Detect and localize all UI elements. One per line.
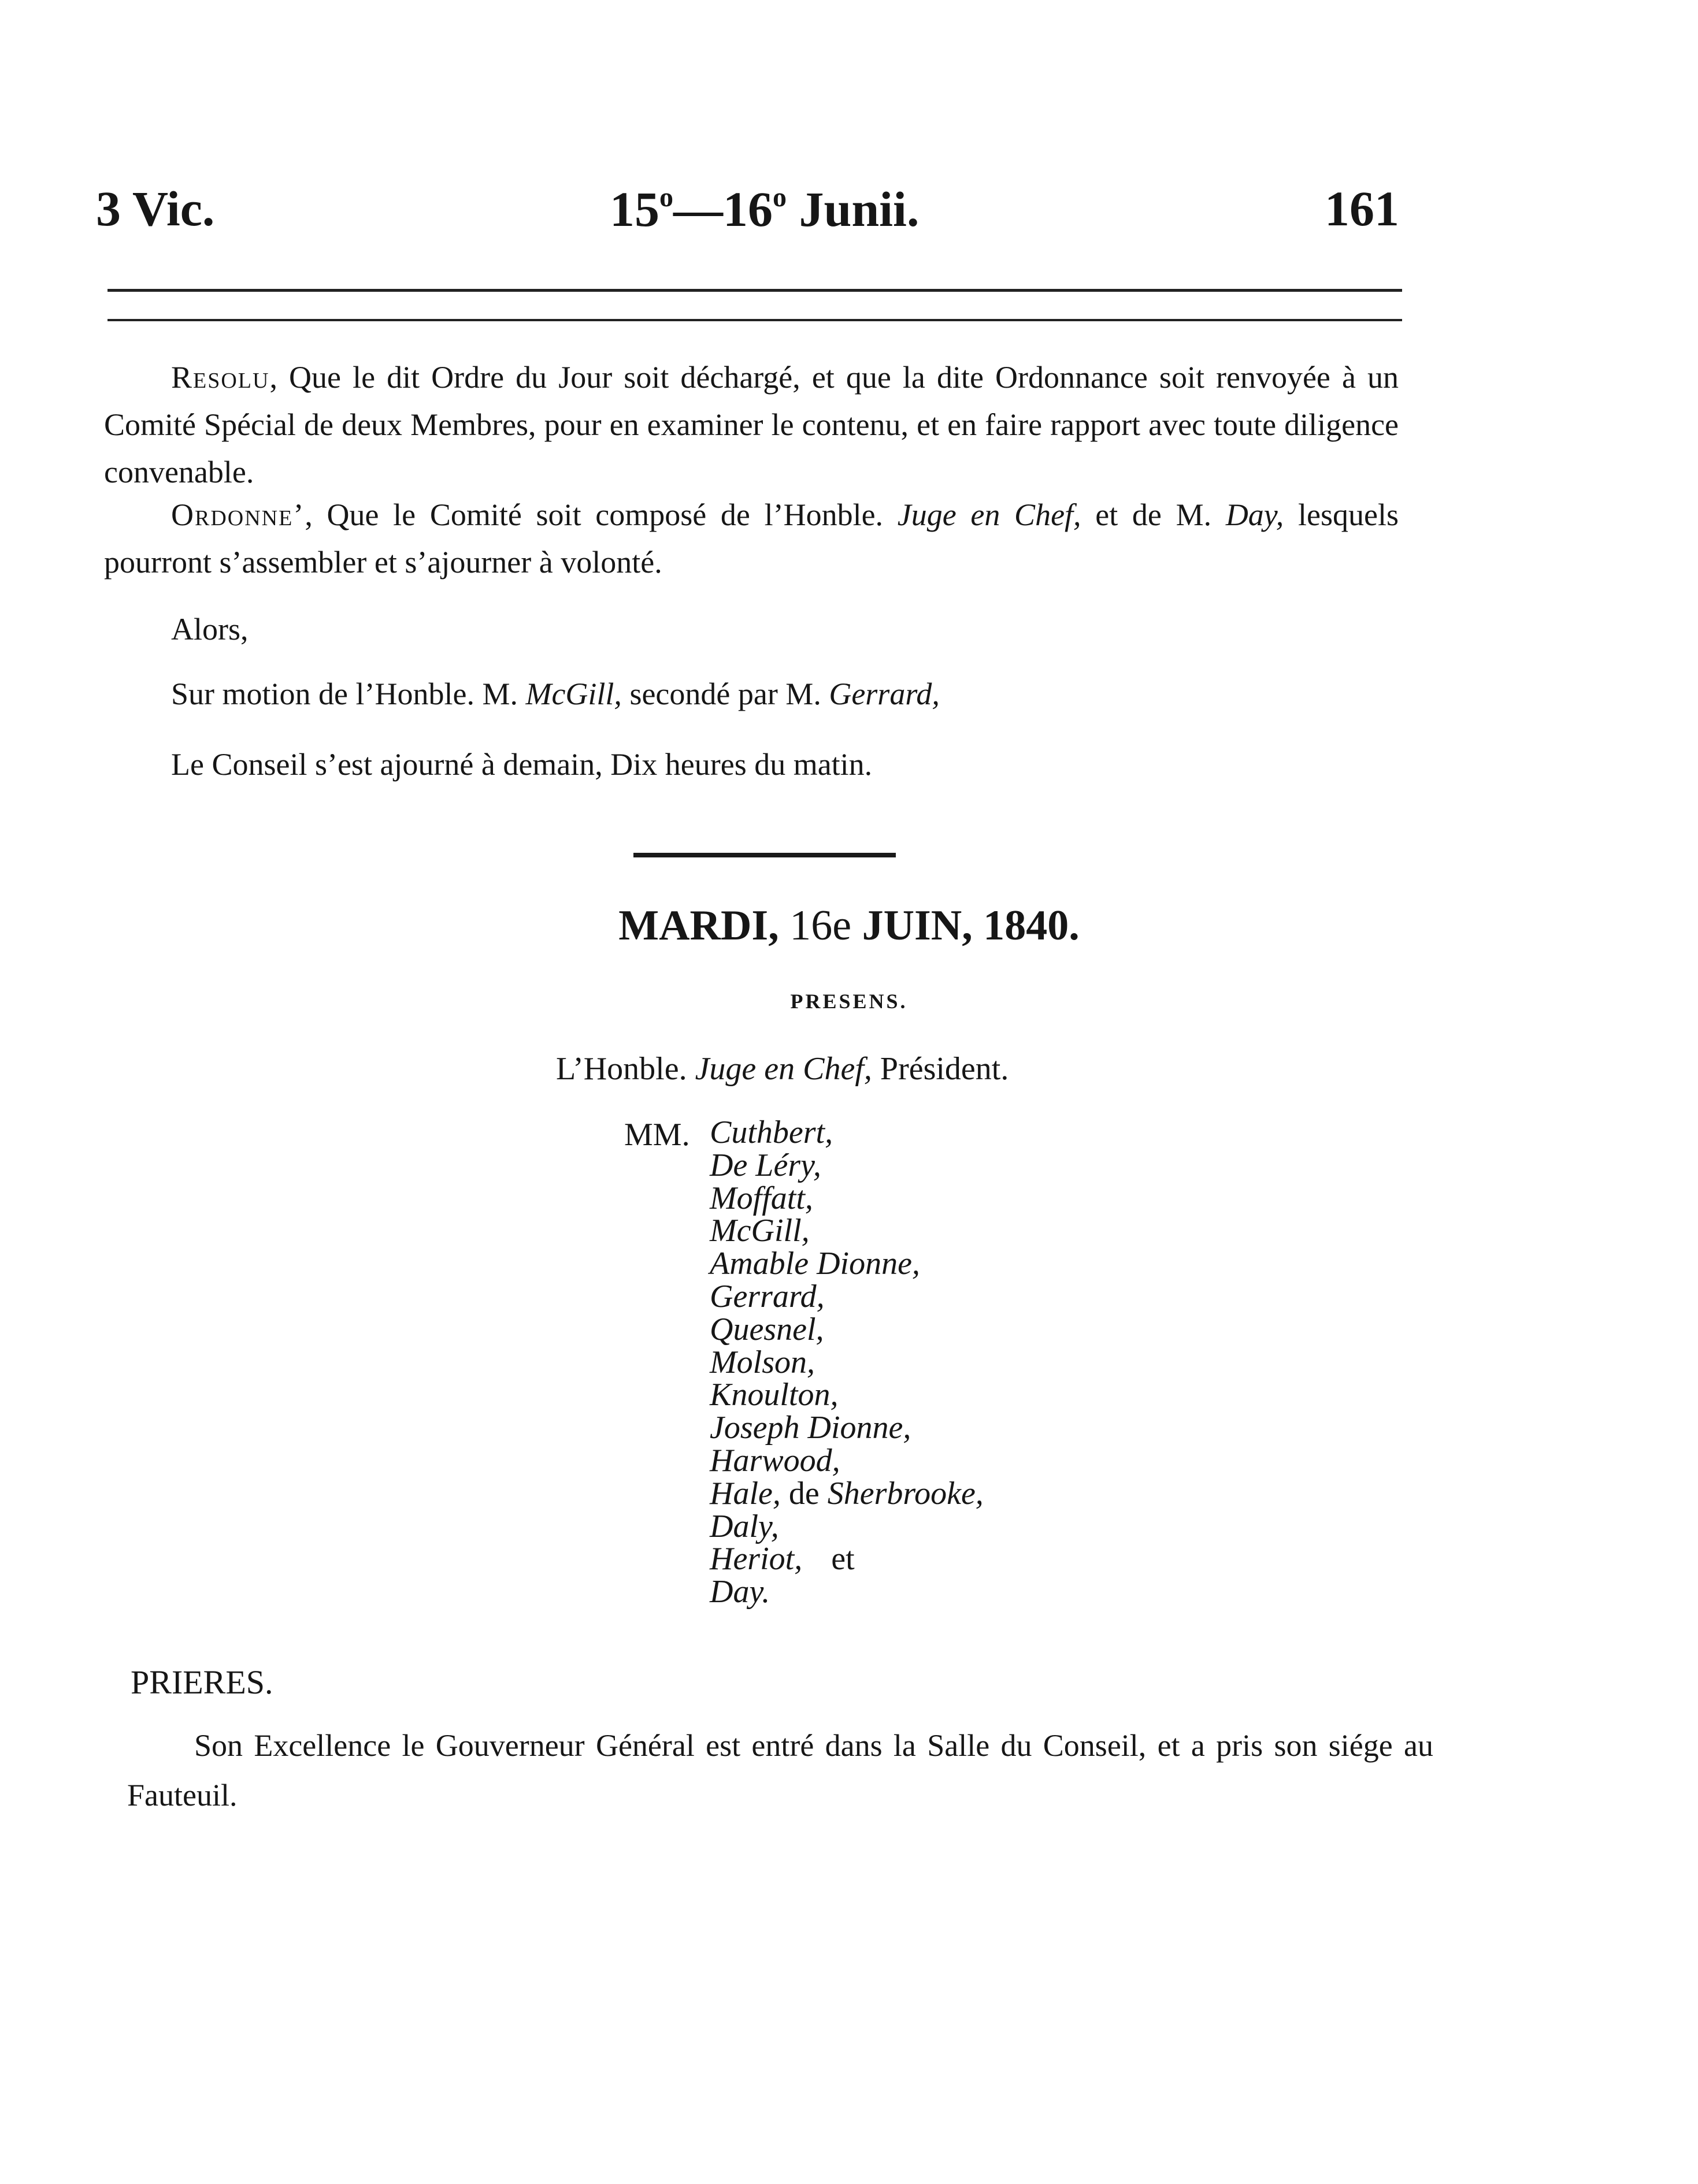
president-text-b: Président. bbox=[872, 1051, 1009, 1087]
member-place: Sherbrooke, bbox=[827, 1475, 984, 1511]
member-name: Amable Dionne, bbox=[710, 1246, 920, 1282]
member-name: Knoulton, bbox=[710, 1377, 839, 1413]
order-text-b: et de M. bbox=[1081, 497, 1226, 532]
adjournment-line: Le Conseil s’est ajourné à demain, Dix heures du matin. bbox=[171, 747, 873, 782]
order-paragraph bbox=[104, 491, 1399, 586]
order-italic-a: Juge en Chef, bbox=[897, 497, 1081, 532]
header-date-a: 15 bbox=[610, 181, 659, 237]
president-italic: Juge en Chef, bbox=[695, 1051, 872, 1087]
member-name: Gerrard, bbox=[710, 1278, 825, 1314]
header-date-sup-a: o bbox=[659, 182, 673, 213]
resolution-paragraph bbox=[104, 354, 1399, 496]
member-name: McGill, bbox=[710, 1213, 810, 1249]
resolution-lead: Resolu bbox=[171, 360, 270, 395]
header-rule-bottom bbox=[107, 319, 1402, 321]
motion-italic-b: Gerrard, bbox=[829, 677, 940, 711]
date-month: JUIN, bbox=[851, 902, 984, 949]
header-date-dash: —16 bbox=[673, 181, 773, 237]
motion-line bbox=[171, 670, 940, 718]
header-date-sup-b: o bbox=[773, 182, 787, 213]
alors-line: Alors, bbox=[171, 612, 249, 647]
order-text-a: , Que le Comité soit composé de l’Honble. bbox=[305, 497, 898, 532]
member-name: Harwood, bbox=[710, 1442, 840, 1479]
members-label: MM. bbox=[624, 1117, 690, 1153]
member-name: Hale, bbox=[710, 1475, 781, 1511]
governor-paragraph: Son Excellence le Gouverneur Général est entré dans la Salle du Conseil, et a pris son siége au Fauteuil. bbox=[127, 1728, 1433, 1812]
presens-heading: PRESENS. bbox=[790, 990, 908, 1013]
running-header-left: 3 Vic. bbox=[96, 181, 215, 236]
member-name: Heriot, bbox=[710, 1541, 803, 1577]
page-number: 161 bbox=[1325, 181, 1399, 236]
member-name-row bbox=[710, 1543, 984, 1576]
member-de: de bbox=[780, 1475, 828, 1511]
section-separator bbox=[633, 853, 896, 857]
order-italic-b: Day, bbox=[1225, 497, 1284, 532]
member-name: Quesnel, bbox=[710, 1311, 824, 1347]
member-name-row bbox=[710, 1477, 984, 1510]
president-line bbox=[556, 1050, 1009, 1087]
motion-italic-a: McGill, bbox=[525, 677, 622, 711]
date-weekday: MARDI, bbox=[618, 902, 790, 949]
members-list bbox=[710, 1116, 984, 1609]
motion-text-a: Sur motion de l’Honble. M. bbox=[171, 677, 526, 711]
member-name: De Léry, bbox=[710, 1147, 821, 1183]
member-name: Joseph Dionne, bbox=[710, 1410, 911, 1446]
member-et: et bbox=[831, 1541, 855, 1577]
session-date-heading bbox=[0, 901, 1698, 950]
prieres-heading: PRIERES. bbox=[131, 1663, 273, 1701]
resolution-text: , Que le dit Ordre du Jour soit déchargé, et que la dite Ordonnance soit renvoyée à un Comité Spécial de deux Membres, pour en examiner le contenu, et en faire rapport avec toute diligence convenable. bbox=[104, 360, 1399, 489]
order-text-c: lesquels pourront s’assembler et s’ajourner à volonté. bbox=[104, 497, 1399, 580]
header-rule-top bbox=[107, 289, 1402, 292]
member-name: Day. bbox=[710, 1574, 770, 1610]
member-name: Moffatt, bbox=[710, 1180, 813, 1216]
member-name: Molson, bbox=[710, 1344, 815, 1380]
order-lead: Ordonne’ bbox=[171, 497, 305, 532]
running-header-date bbox=[610, 181, 920, 237]
date-year: 1840. bbox=[983, 902, 1080, 949]
president-text-a: L’Honble. bbox=[556, 1051, 695, 1087]
motion-text-b: secondé par M. bbox=[621, 677, 829, 711]
member-name: Cuthbert, bbox=[710, 1115, 833, 1150]
date-day: 16e bbox=[789, 902, 852, 949]
member-name: Daly, bbox=[710, 1508, 779, 1544]
header-date-b: Junii. bbox=[787, 181, 920, 237]
